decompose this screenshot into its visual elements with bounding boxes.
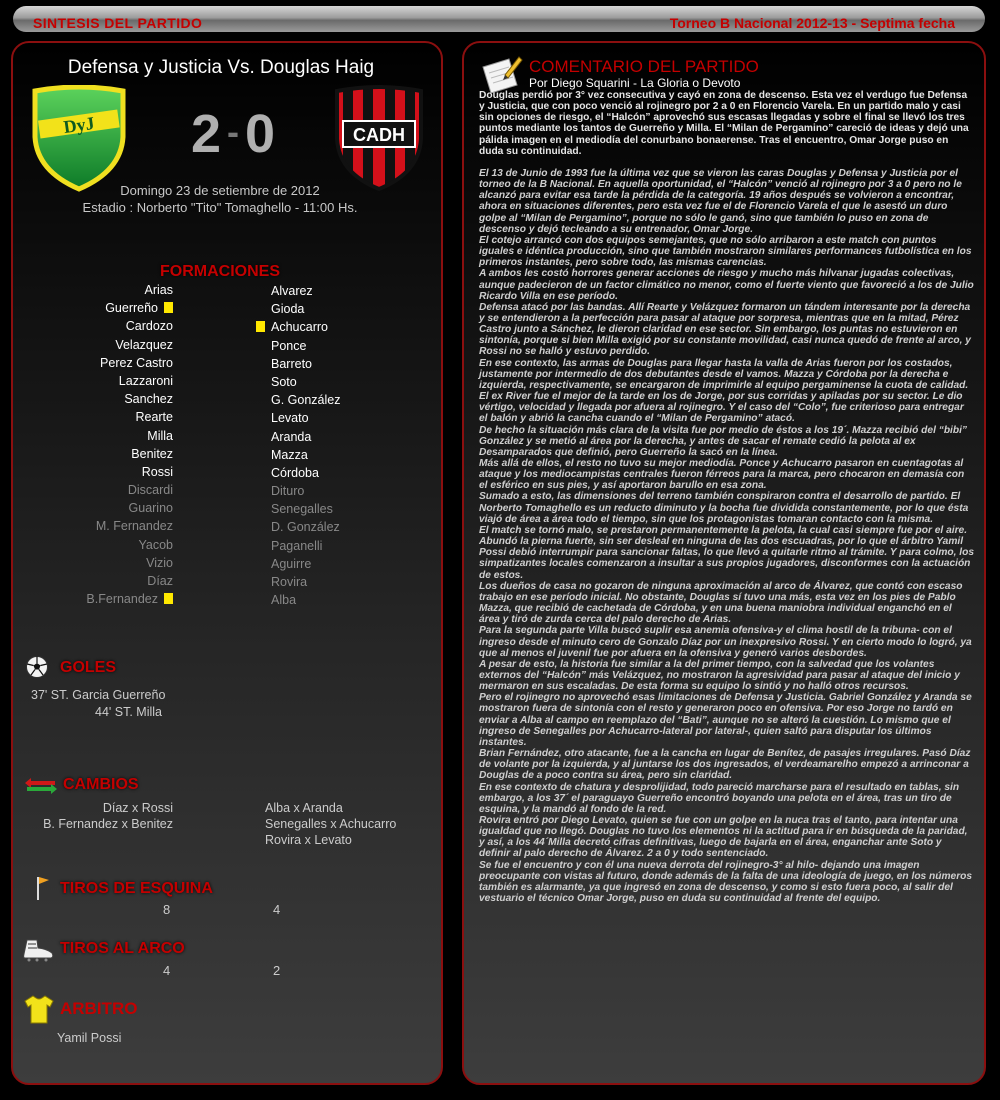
player-name: Velazquez bbox=[115, 337, 173, 352]
player-name: B.Fernandez bbox=[86, 592, 158, 607]
soccer-ball-icon bbox=[25, 655, 49, 679]
match-summary-panel bbox=[11, 41, 443, 1085]
boot-icon bbox=[21, 936, 55, 964]
player-name: Ponce bbox=[271, 338, 307, 353]
match-title: Defensa y Justicia Vs. Douglas Haig bbox=[67, 57, 375, 78]
header-title: SINTESIS DEL PARTIDO bbox=[33, 15, 203, 31]
away-player bbox=[271, 375, 431, 393]
comment-paragraph: A ambos les costó horrores generar acciones de riesgo y mucho más hilvanar jugadas colectivas, aunque padecieron de un factor climático no menor, como el fuerte viento que favoreció a los de Julio Ricardo Villa en ese período. bbox=[479, 268, 974, 302]
comment-intro: Douglas perdió por 3° vez consecutiva y cayó en zona de descenso. Esta vez el verdugo fue Defensa y Justicia, que con poco venció al rojinegro por 2 a 0 en Florencio Varela. En un partido malo y casi sin opciones de riesgo, el “Halcón” aprovechó sus escasas llegadas y sobre el final se llevó los tres puntos mediante los tantos de Guerreño y Milla. El “Milan de Pergamino” careció de ideas y dejó una pálida imagen en el mediodía del conurbano bonaerense. Tras el encuentro, Omar Jorge puso en duda su continuidad. bbox=[479, 90, 969, 157]
home-player bbox=[13, 319, 173, 337]
player-name: Aranda bbox=[271, 429, 312, 444]
player-name: Sanchez bbox=[124, 392, 173, 407]
player-name: Paganelli bbox=[271, 538, 323, 553]
score-separator: - bbox=[227, 111, 239, 152]
comment-title: COMENTARIO DEL PARTIDO bbox=[529, 57, 759, 76]
away-player bbox=[271, 357, 431, 375]
away-player bbox=[271, 430, 431, 448]
note-pencil-icon bbox=[479, 53, 523, 93]
player-name: Cardozo bbox=[125, 319, 173, 334]
player-name: Milla bbox=[147, 428, 173, 443]
player-name: Senegalles bbox=[271, 502, 333, 517]
player-name: Gioda bbox=[271, 302, 305, 317]
comment-paragraph: El match se tornó malo, se prestaron permanentemente la pelota, la cual casi siempre fue por el aire. Abundó la pierna fuerte, sin ser desleal en ninguna de las dos escuadras, por lo que el árbitro Yamil Possi debió interrumpir para sancionar faltas, lo que llevó a quitarle ritmo al trámite. Y para colmo, los simpatizantes locales comenzaron a insultar a sus propios jugadores, disconformes con la actuación de estos. bbox=[479, 524, 974, 581]
away-player bbox=[271, 339, 431, 357]
player-name: Arias bbox=[144, 283, 173, 297]
comment-paragraph: El cotejo arrancó con dos equipos semejantes, que no sólo arribaron a este match con puntos iguales e idéntica producción, sino que también mostraron similares performances futbolística en los primeros instantes, pero sobre todo, las mismas carencias. bbox=[479, 234, 972, 269]
formations-title: FORMACIONES bbox=[160, 263, 280, 280]
player-name: Aguirre bbox=[271, 556, 312, 571]
swap-arrows-icon bbox=[25, 777, 57, 795]
comment-body bbox=[479, 90, 974, 904]
away-logo-text: CADH bbox=[353, 125, 405, 145]
change-item: Senegalles x Achucarro bbox=[265, 817, 397, 831]
changes-title: CAMBIOS bbox=[63, 776, 139, 793]
comment-paragraph: El ex River fue el mejor de la tarde en los de Jorge, por sus corridas y apiladas por su sector. Le dio vértigo, velocidad y llegada por afuera al rojinegro. Y el caso del “Colo”, fue criterioso para entregar el balón y abrió la cancha cuando el “Milan de Pergamino” atacó. bbox=[479, 391, 964, 425]
player-name: Achucarro bbox=[271, 320, 328, 335]
home-player bbox=[13, 483, 173, 501]
player-name: Perez Castro bbox=[100, 355, 173, 370]
home-score: 2 bbox=[190, 104, 221, 164]
home-player bbox=[13, 465, 173, 483]
yellow-card-icon bbox=[164, 302, 173, 313]
home-player bbox=[13, 374, 173, 392]
player-name: Lazzaroni bbox=[118, 373, 173, 388]
comment-paragraphs bbox=[479, 168, 974, 904]
away-player bbox=[271, 593, 431, 611]
player-name: Alba bbox=[271, 593, 297, 608]
goal-item: 37' ST. Garcia Guerreño bbox=[31, 688, 166, 702]
home-player bbox=[13, 447, 173, 465]
change-item: B. Fernandez x Benitez bbox=[43, 817, 173, 831]
player-name: D. González bbox=[271, 520, 340, 535]
player-name: Díaz bbox=[147, 574, 173, 588]
comment-panel bbox=[462, 41, 986, 1085]
home-lineup bbox=[13, 283, 173, 610]
comment-paragraph: A pesar de esto, la historia fue similar a la del primer tiempo, con la salvedad que los volantes externos del “Halcón” más Velázquez, no mostraron la agresividad para pasar al ataque del inicio y mermaron en sus escaladas. De esta forma su equipo lo sintió y no halló otros recursos. bbox=[479, 658, 960, 693]
player-name: Guarino bbox=[128, 501, 173, 516]
home-player bbox=[13, 410, 173, 428]
player-name: Vizio bbox=[146, 555, 173, 570]
match-stadium: Estadio : Norberto "Tito" Tomaghello - 11:00 Hs. bbox=[82, 200, 358, 215]
home-team-shield-icon bbox=[29, 85, 129, 193]
comment-paragraph: El 13 de Junio de 1993 fue la última vez que se vieron las caras Douglas y Defensa y Justicia por el torneo de la B Nacional. En aquella oportunidad, el “Halcón” venció al rojinegro por 3 a 0 pero no le alcanzó para evitar esa tarde la pérdida de la categoría. 19 años después se volvieron a encontrar, ahora en situaciones diferentes, pero esta vez fue el de Florencio Varela el que le asestó un duro golpe al “Milan de Pergamino”, porque no sólo le ganó, sino que también lo puso en zona de descenso y dejó tecleando a su entrenador, Omar Jorge. bbox=[479, 167, 962, 235]
comment-paragraph: Brian Fernández, otro atacante, fue a la cancha en lugar de Benítez, de pasajes irregulares. Pasó Díaz de volante por la izquierda, y al juntarse los dos ingresados, el verdeamarelho empezó a arrinconar a Douglas de a poco contra su área, pero sin claridad. bbox=[479, 748, 971, 782]
away-player bbox=[271, 284, 431, 302]
header-tournament: Torneo B Nacional 2012-13 - Septima fecha bbox=[669, 15, 955, 31]
scoreboard bbox=[163, 103, 303, 165]
away-player bbox=[271, 539, 431, 557]
away-team-shield-icon bbox=[329, 85, 429, 193]
player-name: Rossi bbox=[141, 464, 173, 479]
referee-title: ARBITRO bbox=[60, 999, 138, 1018]
away-player bbox=[271, 484, 431, 502]
away-player bbox=[271, 320, 431, 338]
comment-paragraph: En ese contexto de chatura y desprolijidad, todo pareció marcharse para el resultado en tablas, sin embargo, a los 37´ el paraguayo Guerreño encontró boyando una pelota en el área, tras un tiro de esquina, y la mandó al fondo de la red. bbox=[479, 781, 960, 815]
corners-title: TIROS DE ESQUINA bbox=[60, 880, 213, 897]
player-name: Yacob bbox=[138, 537, 173, 552]
home-player bbox=[13, 574, 173, 592]
comment-paragraph: Rovira entró por Diego Levato, quien se fue con un golpe en la nuca tras el tanto, para intentar una igualdad que no llegó. Douglas no tuvo los elementos ni la actitud para ir en búsqueda de la paridad, y así, a los 44´Milla decretó cifras definitivas, luego de bajarla en el área, enganchar ante Soto y definir al palo derecho de Álvarez. 2 a 0 y todo sentenciado. bbox=[479, 815, 968, 860]
change-item: Alba x Aranda bbox=[265, 801, 343, 815]
away-shots: 2 bbox=[273, 963, 281, 978]
comment-paragraph: En ese contexto, las armas de Douglas para llegar hasta la valla de Arias fueron por los costados, justamente por intermedio de dos debutantes desde el vamos. Mazza y Córdoba por la derecha e izquierda, respectivamente, se encargaron de imprimirle al equipo pergaminense la cuota de calidad. bbox=[479, 357, 969, 391]
home-changes bbox=[13, 801, 173, 833]
home-corners: 8 bbox=[163, 902, 171, 917]
home-player bbox=[13, 592, 173, 610]
away-player bbox=[271, 448, 431, 466]
header-bar bbox=[13, 6, 985, 32]
player-name: Rovira bbox=[271, 575, 308, 589]
player-name: Barreto bbox=[271, 356, 312, 371]
player-name: M. Fernandez bbox=[95, 519, 173, 534]
away-player bbox=[271, 393, 431, 411]
home-player bbox=[13, 301, 173, 319]
home-player bbox=[13, 538, 173, 556]
player-name: Levato bbox=[271, 411, 309, 426]
away-player bbox=[271, 411, 431, 429]
away-player bbox=[271, 557, 431, 575]
comment-paragraph: Defensa atacó por las bandas. Allí Rearte y Velázquez formaron un tándem interesante por la derecha y se entendieron a la perfección para pasar al ataque por sorpresa, mientras que en la mitad, Pérez Castro junto a Sánchez, le dieron claridad en ese sector. Sin embargo, los puntas no estuvieron en sintonía, porque si bien Milla exigió por su constante movilidad, casi nunca quedó de frente al arco, y Rossi no se halló y estuvo perdido. bbox=[479, 301, 971, 358]
comment-author: Por Diego Squarini - La Gloria o Devoto bbox=[529, 76, 741, 90]
away-player bbox=[271, 302, 431, 320]
comment-paragraph: Se fue el encuentro y con él una nueva derrota del rojinegro-3° al hilo- dejando una imagen preocupante con vistas al futuro, donde además de la falta de una ideología de juego, en los números también es alarmante, ya que ingresó en zona de descenso, y como si esto fuera poco, al salir del vestuario el técnico Omar Jorge, puso en duda su continuidad al frente del equipo. bbox=[479, 859, 973, 905]
comment-paragraph: Los dueños de casa no gozaron de ninguna aproximación al arco de Álvarez, que contó con escaso trabajo en ese período inicial. No obstante, Douglas sí tuvo una más, esta vez en los pies de Pablo Mazza, que recibió de cachetada de Córdoba, y en una buena maniobra individual enganchó en el área y tiró de zurda cerca del palo derecho de Arias. bbox=[479, 580, 963, 626]
yellow-card-icon bbox=[164, 593, 173, 604]
home-player bbox=[13, 283, 173, 301]
player-name: Discardi bbox=[127, 483, 173, 498]
match-date: Domingo 23 de setiembre de 2012 bbox=[120, 183, 320, 198]
comment-paragraph: Pero el rojinegro no aprovechó esas limitaciones de Defensa y Justicia. Gabriel González y Aranda se mostraron fuera de sintonía con el resto y generaron poco en ofensiva. Por eso Jorge no tardó en enviar a Alba al campo en reemplazo del “Bati”, aunque no se alteró la cuestión. Lo mismo que el ingreso de Senegalles por Achucarro-lateral por lateral-, quien saltó para disputar los últimos instantes. bbox=[479, 692, 972, 748]
change-item: Díaz x Rossi bbox=[102, 801, 173, 815]
comment-paragraph: Para la segunda parte Villa buscó suplir esa anemia ofensiva-y el clima hostil de la tribuna- con el ingreso desde el minuto cero de Gonzalo Díaz por un inexpresivo Rossi. Y en cierto modo lo logró, ya que al menos el juvenil fue por afuera en la ofensiva y generó varios desbordes. bbox=[479, 625, 972, 659]
home-player bbox=[13, 392, 173, 410]
player-name: Dituro bbox=[271, 484, 305, 499]
away-lineup bbox=[271, 284, 431, 611]
home-player bbox=[13, 519, 173, 537]
jersey-icon bbox=[23, 993, 55, 1025]
home-shots: 4 bbox=[163, 963, 171, 978]
player-name: G. González bbox=[271, 393, 341, 408]
away-changes bbox=[265, 801, 435, 849]
away-player bbox=[271, 502, 431, 520]
goal-item: 44' ST. Milla bbox=[95, 705, 162, 719]
referee-name: Yamil Possi bbox=[57, 1031, 122, 1045]
comment-paragraph: De hecho la situación más clara de la visita fue por medio de éstos a los 19´. Mazza recibió del “bibi” González y se metió al área por la derecha, y antes de sacar el remate cedió la pelota al ex Desamparados que definió, pero Guerreño la sacó en la línea. bbox=[479, 424, 968, 458]
player-name: Córdoba bbox=[271, 465, 319, 480]
goals-title: GOLES bbox=[60, 659, 117, 676]
away-player bbox=[271, 466, 431, 484]
away-player bbox=[271, 575, 431, 593]
player-name: Soto bbox=[271, 374, 297, 389]
player-name: Rearte bbox=[135, 410, 173, 425]
player-name: Mazza bbox=[271, 447, 308, 462]
corner-flag-icon bbox=[35, 875, 51, 901]
yellow-card-icon bbox=[256, 321, 265, 332]
away-score: 0 bbox=[245, 104, 276, 164]
player-name: Benitez bbox=[131, 446, 173, 461]
away-player bbox=[271, 520, 431, 538]
comment-paragraph: Sumado a esto, las dimensiones del terreno también conspiraron contra el desarrollo de partido. El Norberto Tomaghello es un reducto diminuto y la bocha fue dividida constantemente, por lo que ésta viajó de área a área todo el tiempo, sin que los protagonistas tomaran contacto con la misma. bbox=[479, 491, 969, 525]
player-name: Alvarez bbox=[271, 284, 313, 298]
home-logo-text: DyJ bbox=[62, 112, 96, 138]
player-name: Guerreño bbox=[105, 301, 158, 316]
home-player bbox=[13, 556, 173, 574]
change-item: Rovira x Levato bbox=[265, 833, 352, 847]
away-corners: 4 bbox=[273, 902, 281, 917]
comment-paragraph: Más allá de ellos, el resto no tuvo su mejor mediodía. Ponce y Achucarro pasaron en cuentagotas al ataque y los mediocampistas centrales fueron férreos para la marca, pero chocaron en demasía con el esférico en sus pies, y así aportaron barullo en esa zona. bbox=[479, 458, 965, 492]
home-player bbox=[13, 501, 173, 519]
home-player bbox=[13, 429, 173, 447]
home-player bbox=[13, 338, 173, 356]
shots-title: TIROS AL ARCO bbox=[60, 940, 185, 957]
home-player bbox=[13, 356, 173, 374]
